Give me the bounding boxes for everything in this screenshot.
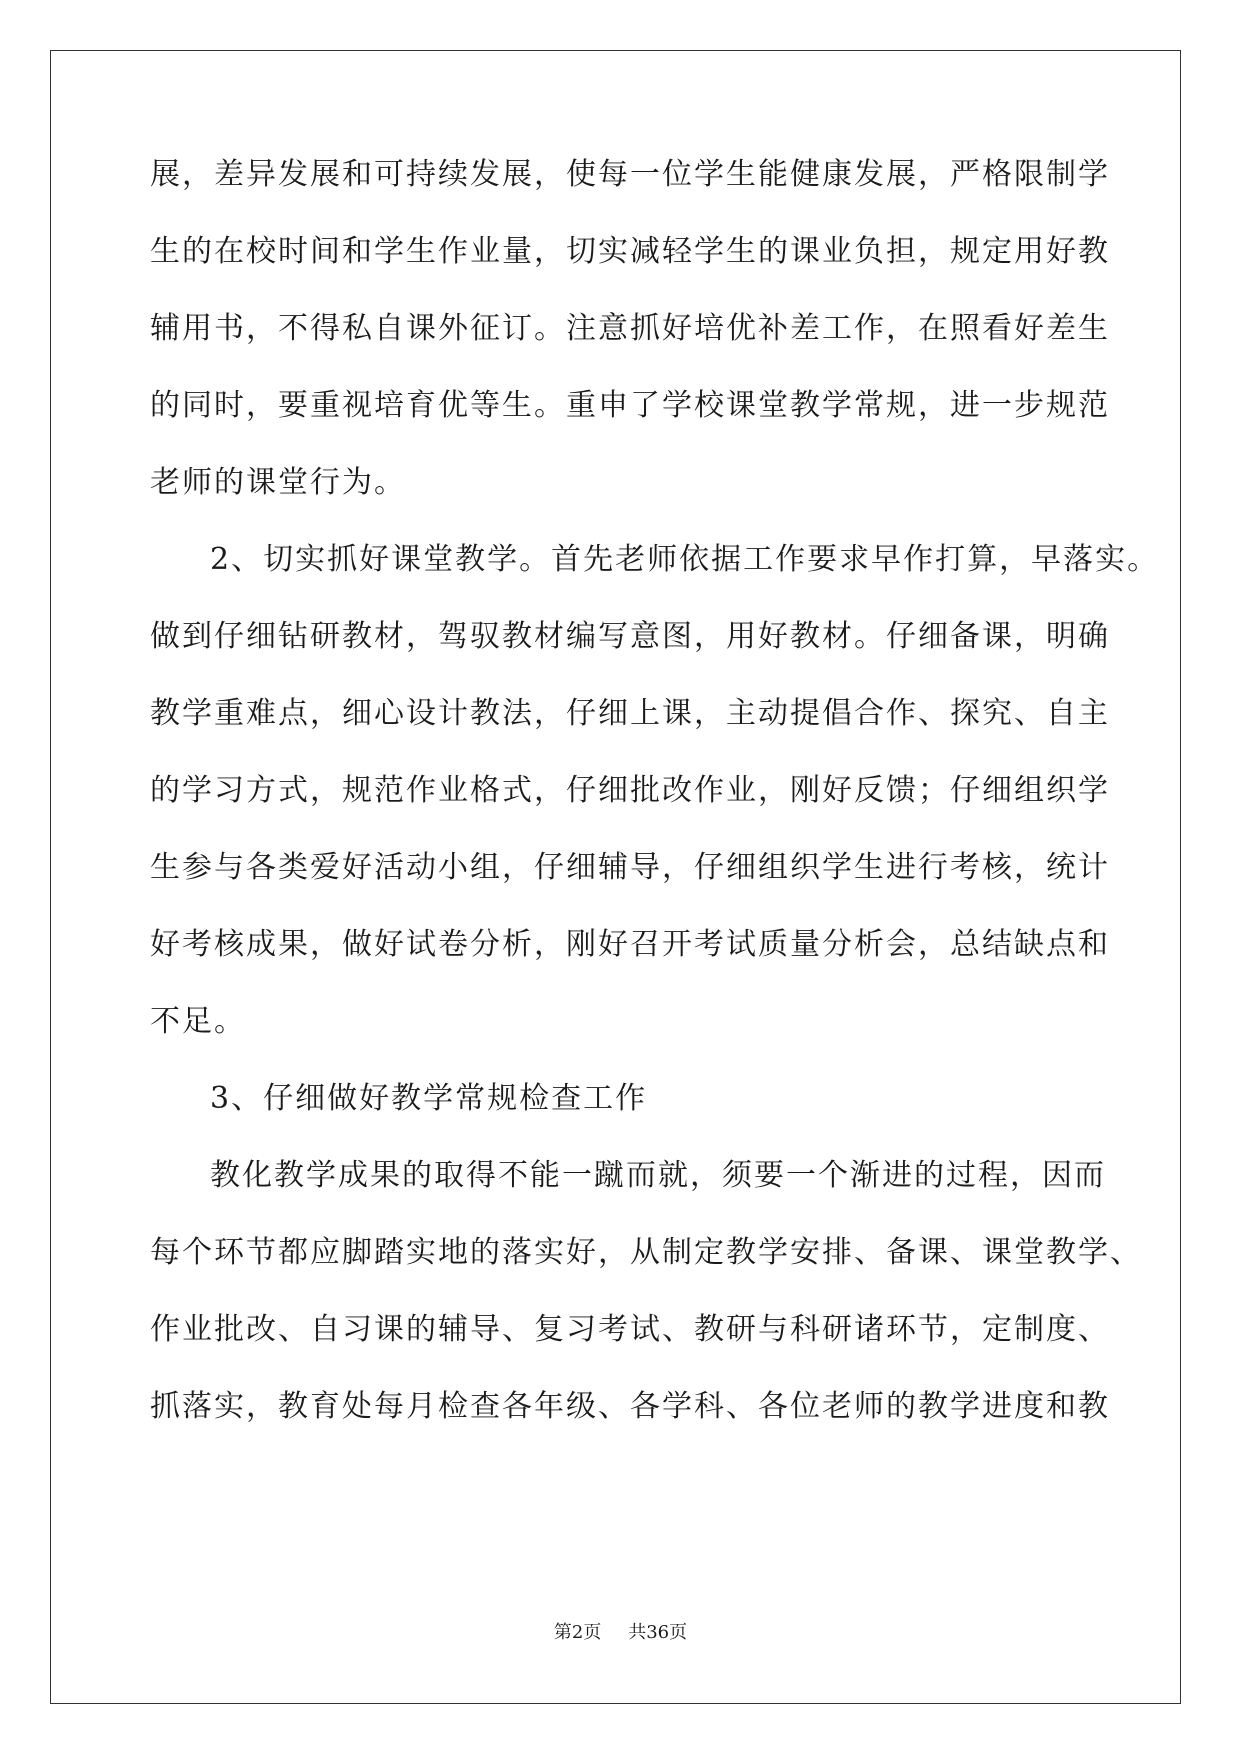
paragraph-start-line: 教化教学成果的取得不能一蹴而就，须要一个渐进的过程，因而 [210, 1158, 1106, 1193]
document-body [150, 155, 1160, 1464]
text-line: 教学重难点，细心设计教法，仔细上课，主动提倡合作、探究、自主 [150, 696, 1110, 731]
text-line: 展，差异发展和可持续发展，使每一位学生能健康发展，严格限制学 [150, 157, 1110, 192]
page-total: 共36页 [628, 1622, 688, 1643]
page-footer [0, 1618, 1241, 1644]
section-heading: 3、仔细做好教学常规检查工作 [210, 1081, 648, 1116]
text-line: 老师的课堂行为。 [150, 465, 406, 500]
text-line: 的同时，要重视培育优等生。重申了学校课堂教学常规，进一步规范 [150, 388, 1110, 423]
paragraph-start-line: 2、切实抓好课堂教学。首先老师依据工作要求早作打算，早落实。 [210, 542, 1160, 577]
text-line: 每个环节都应脚踏实地的落实好，从制定教学安排、备课、课堂教学、 [150, 1235, 1142, 1270]
text-line: 生参与各类爱好活动小组，仔细辅导，仔细组织学生进行考核，统计 [150, 850, 1110, 885]
text-line: 好考核成果，做好试卷分析，刚好召开考试质量分析会，总结缺点和 [150, 927, 1110, 962]
text-line: 作业批改、自习课的辅导、复习考试、教研与科研诸环节，定制度、 [150, 1312, 1110, 1347]
text-line: 抓落实，教育处每月检查各年级、各学科、各位老师的教学进度和教 [150, 1389, 1110, 1424]
text-line: 的学习方式，规范作业格式，仔细批改作业，刚好反馈；仔细组织学 [150, 773, 1110, 808]
text-line: 不足。 [150, 1004, 246, 1039]
page-number: 第2页 [553, 1622, 602, 1643]
text-line: 做到仔细钻研教材，驾驭教材编写意图，用好教材。仔细备课，明确 [150, 619, 1110, 654]
text-line: 生的在校时间和学生作业量，切实减轻学生的课业负担，规定用好教 [150, 234, 1110, 269]
text-line: 辅用书，不得私自课外征订。注意抓好培优补差工作，在照看好差生 [150, 311, 1110, 346]
